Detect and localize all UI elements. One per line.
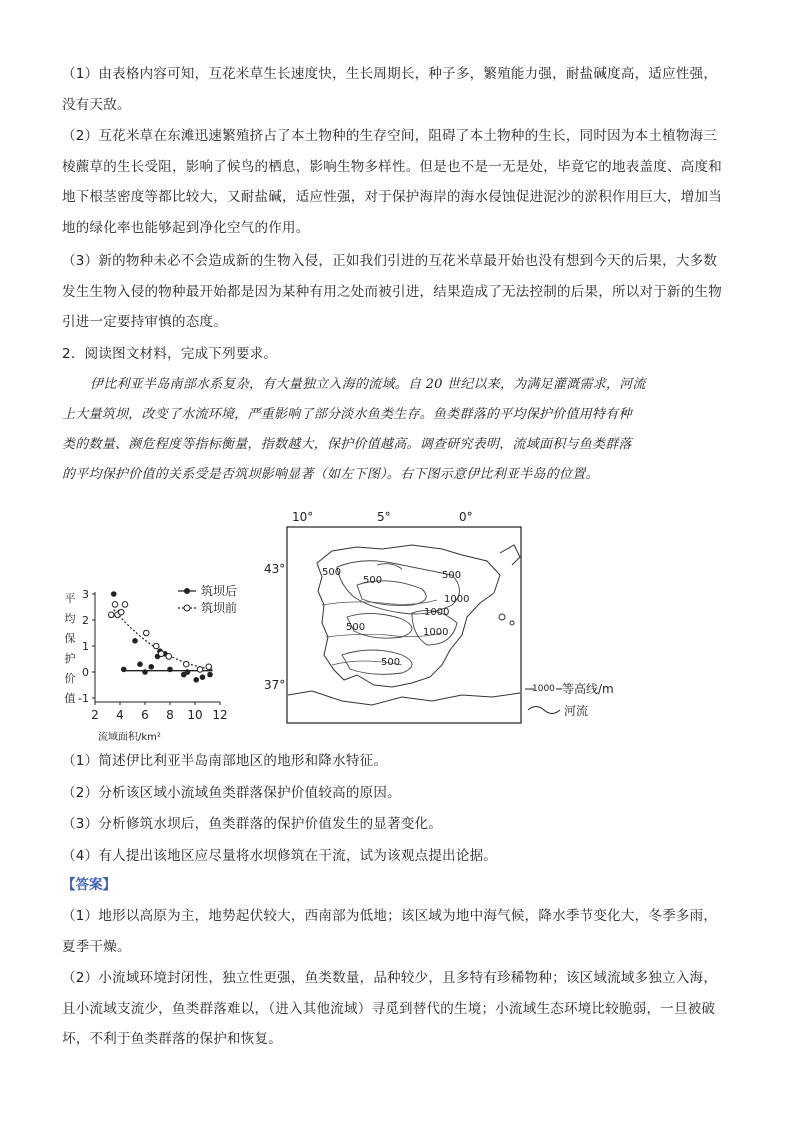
text-line: （2）互花米草在东滩迅速繁殖挤占了本土物种的生存空间，阻碍了本土物种的生长，同时因为本土植物海三 xyxy=(62,128,718,144)
question-item: （3）分析修筑水坝后，鱼类群落的保护价值发生的显著变化。 xyxy=(62,816,443,832)
question-item: （4）有人提出该地区应尽量将水坝修筑在干流，试为该观点提出论据。 xyxy=(62,847,498,864)
x-tick-label: 4 xyxy=(116,708,124,722)
y-tick-label: 1 xyxy=(82,640,89,653)
point-before xyxy=(122,602,128,608)
questions xyxy=(62,746,734,872)
text-line: （2）小流域环境封闭性，独立性更强，鱼类数量，品种较少，且多特有珍稀物种；该区域流域多独立入海， xyxy=(62,970,718,986)
contour-label: 500 xyxy=(346,622,366,633)
point-after xyxy=(148,664,154,670)
legend-open-marker xyxy=(184,605,190,611)
para-1 xyxy=(62,59,734,120)
legend-contour-text: 等高线/m xyxy=(562,682,614,696)
lead-line: 上大量筑坝，改变了水流环境，严重影响了部分淡水鱼类生存。鱼类群落的平均保护价值用特有种 xyxy=(62,407,632,422)
y-tick-label: 2 xyxy=(82,614,89,627)
iberia-map xyxy=(262,505,632,730)
question-title-text: 2．阅读图文材料，完成下列要求。 xyxy=(62,346,278,362)
text-line: （3）新的物种未必不会造成新的生物入侵，正如我们引进的互花米草最开始也没有想到今天的后果，大多数 xyxy=(62,253,718,269)
x-tick-label: 8 xyxy=(166,708,174,722)
question-item: （1）简述伊比利亚半岛南部地区的地形和降水特征。 xyxy=(62,753,388,769)
point-before xyxy=(118,609,124,615)
point-before xyxy=(158,651,164,657)
text-line: 且小流域支流少，鱼类群落难以，（进入其他流域）寻觅到替代的生境；小流域生态环境比较脆弱，一旦被破 xyxy=(62,1000,716,1017)
scatter-chart xyxy=(60,580,250,745)
text-line: 发生生物入侵的物种最开始都是因为某种有用之处而被引进，结果造成了无法控制的后果，所以对于新的生物 xyxy=(62,283,722,300)
data-points xyxy=(108,591,212,682)
para-2 xyxy=(62,121,734,243)
x-tick-label: 6 xyxy=(141,708,149,722)
point-before xyxy=(108,612,114,618)
legend-label-after: 筑坝后 xyxy=(201,584,238,598)
text-line: 地的绿化率也能够起到净化空气的作用。 xyxy=(62,219,310,236)
text-line: 地下根茎密度等都比较大，又耐盐碱，适应性强，对于保护海岸的海水侵蚀促进泥沙的淤积作用巨大，增加当 xyxy=(62,189,722,205)
trend-before xyxy=(114,610,213,670)
contour-label: 500 xyxy=(381,657,401,668)
text-line: 夏季干燥。 xyxy=(62,938,131,955)
legend-river-symbol xyxy=(528,707,560,714)
contour-label: 500 xyxy=(322,567,342,578)
point-before xyxy=(197,667,203,673)
answer-2 xyxy=(62,963,734,1055)
point-after xyxy=(121,667,127,673)
point-after xyxy=(142,669,148,675)
chart-legend xyxy=(178,583,237,615)
x-tick-label: 12 xyxy=(212,708,228,722)
point-after xyxy=(132,638,138,644)
legend-river-text: 河流 xyxy=(564,704,589,718)
text-line: 没有天敌。 xyxy=(62,96,131,113)
x-tick-label: 10 xyxy=(187,708,203,722)
y-tick-label: 3 xyxy=(82,588,89,601)
contour-label: 1000 xyxy=(444,594,470,605)
lon-label: 0° xyxy=(459,510,473,524)
point-after xyxy=(185,669,191,675)
point-before xyxy=(112,602,118,608)
point-after xyxy=(207,672,213,678)
point-after xyxy=(193,677,199,683)
contour-label: 1000 xyxy=(423,627,449,638)
y-tick-label: 0 xyxy=(82,666,89,679)
text-line: 坏，不利于鱼类群落的保护和恢复。 xyxy=(62,1031,282,1047)
point-after xyxy=(137,661,143,667)
map-legend xyxy=(525,681,614,718)
contour-label: 1000 xyxy=(424,607,450,618)
point-after xyxy=(200,674,206,680)
contour-label: 500 xyxy=(442,570,462,581)
lat-label: 37° xyxy=(264,678,286,692)
answer-1 xyxy=(62,901,734,962)
question-title xyxy=(62,339,734,370)
lon-label: 5° xyxy=(377,510,391,524)
legend-contour-value: 1000 xyxy=(532,684,555,694)
question-item: （2）分析该区域小流域鱼类群落保护价值较高的原因。 xyxy=(62,784,401,801)
lat-label: 43° xyxy=(264,562,286,576)
y-axis-title-text: 平均保护价值 xyxy=(64,592,76,705)
text-line: （1）由表格内容可知，互花米草生长速度快，生长周期长，种子多，繁殖能力强，耐盐碱度高，适应性强， xyxy=(62,66,718,82)
lon-label: 10° xyxy=(292,510,314,524)
point-after xyxy=(111,591,117,597)
point-before xyxy=(153,643,159,649)
lead-line: 类的数量、濒危程度等指标衡量，指数越大，保护价值越高。调查研究表明，流域面积与鱼类群落 xyxy=(62,437,632,452)
lead-line: 的平均保护价值的关系受是否筑坝影响显著（如左下图）。右下图示意伊比利亚半岛的位置。 xyxy=(62,467,599,482)
y-tick-label: -1 xyxy=(78,692,89,705)
lead-line: 伊比利亚半岛南部水系复杂，有大量独立入海的流域。自 20 世纪以来，为满足灌溉需求，河流 xyxy=(90,377,646,392)
point-before xyxy=(206,664,212,670)
trend-lines xyxy=(114,610,213,671)
map-frame xyxy=(287,527,521,723)
point-after xyxy=(167,667,173,673)
y-axis-title xyxy=(65,592,76,705)
point-before xyxy=(166,654,172,660)
text-line: 引进一定要持审慎的态度。 xyxy=(62,314,227,330)
x-tick-label: 2 xyxy=(91,708,99,722)
point-before xyxy=(183,661,189,667)
answer-tag: 【答案】 xyxy=(62,877,116,893)
x-axis-title: 流域面积/km² xyxy=(98,732,161,743)
text-line: 棱藨草的生长受阻，影响了候鸟的栖息，影响生物多样性。但是也不是一无是处，毕竟它的地表盖度、高度和 xyxy=(62,158,722,175)
point-before xyxy=(143,630,149,636)
legend-label-before: 筑坝前 xyxy=(201,601,238,615)
para-3 xyxy=(62,246,734,338)
lead-paragraph xyxy=(62,370,734,490)
contour-label: 500 xyxy=(363,575,383,586)
text-line: （1）地形以高原为主，地势起伏较大，西南部为低地；该区域为地中海气候，降水季节变化大，冬季多雨， xyxy=(62,908,718,924)
